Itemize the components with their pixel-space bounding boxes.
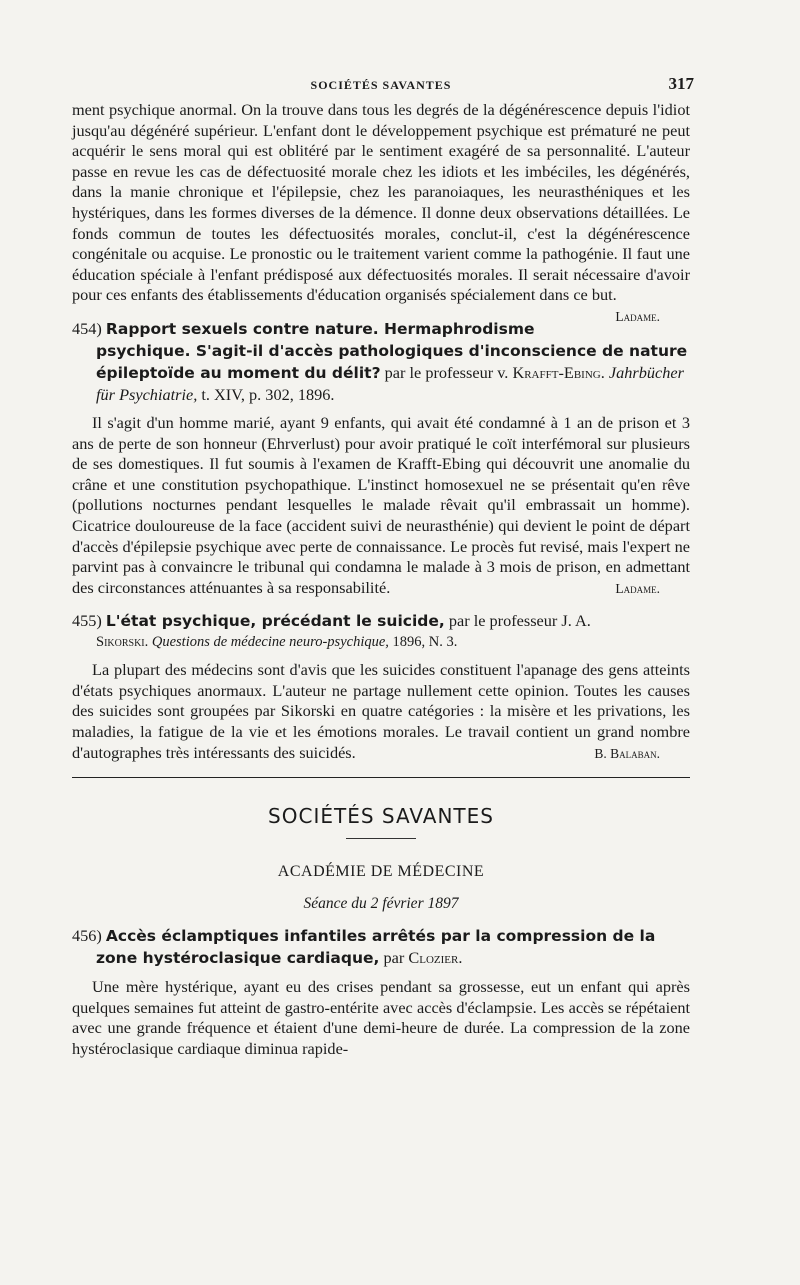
entry-455-text: La plupart des médecins sont d'avis que les suicides constituent l'apanage des gens atteints d'états psychiques anormaux. L'auteur ne partage nullement cette opinion. Toutes les causes des suicides sont groupées par Sikorski en quatre catégories : la misère et les privations, les maladies, la fatigue de la vie et les émotions morales. Le travail contient un grand nombre d'autographes très intéressants des suicidés. (72, 660, 690, 762)
entry-455-heading: L'état psychique, précédant le suicide, (105, 612, 445, 631)
section-title-underline (346, 838, 416, 839)
entry-455-biblio (72, 632, 690, 652)
entry-455-signature: B. Balaban. (594, 745, 660, 761)
academy-heading: ACADÉMIE DE MÉDECINE (277, 863, 485, 881)
entry-456-number: 456) (72, 926, 102, 946)
entry-455-by: par le professeur J. A. (448, 611, 591, 631)
entry-453-paragraph (72, 100, 690, 324)
entry-456-by: par (383, 948, 405, 968)
entry-455-journal: Questions de médecine neuro-psychique, (151, 634, 389, 651)
entry-455-ref: 1896, N. 3. (392, 634, 458, 651)
running-head (72, 70, 694, 100)
entry-454-number: 454) (72, 318, 102, 338)
page (72, 70, 694, 1060)
entry-455-number: 455) (72, 611, 102, 631)
page-number: 317 (668, 74, 694, 93)
entry-455-author: Sikorski. (96, 634, 149, 651)
entry-454-title (72, 318, 690, 405)
entry-454-ref: t. XIV, p. 302, 1896. (201, 384, 335, 404)
entry-456-title (72, 925, 690, 969)
entry-454-paragraph (72, 413, 690, 598)
entry-454-journal: Jahrbücher für Psychiatrie, (96, 362, 684, 404)
entry-454-author: Krafft-Ebing. (512, 362, 605, 382)
section-title: SOCIÉTÉS SAVANTES (268, 804, 494, 829)
entry-453-signature: Ladame. (615, 308, 660, 324)
entry-454-by: par le professeur v. (384, 362, 509, 382)
entry-455-title (72, 610, 690, 632)
entry-456-heading: Accès éclamptiques infantiles arrêtés par la compression de la zone hystéroclasique cardiaque, (96, 927, 656, 968)
seance-date: Séance du 2 février 1897 (303, 895, 459, 913)
entry-456-paragraph: Une mère hystérique, ayant eu des crises pendant sa grossesse, eut un enfant qui après quelques semaines fut atteint de gastro-entérite avec accès d'éclampsie. Les accès se répétaient avec une grande fréquence et étaient d'une demi-heure de durée. La compression de la zone hystéroclasique cardiaque diminua rapide- (72, 977, 690, 1059)
entry-454-text: Il s'agit d'un homme marié, ayant 9 enfants, qui avait été condamné à 1 an de prison et 3 ans de perte de son honneur (Ehrverlust) pour avoir pratiqué le coït interfémoral sur plusieurs de ses domestiques. Il fut soumis à l'examen de Krafft-Ebing qui découvrit une anomalie du crâne et une constitution psychopathique. L'instinct homosexuel ne se présentait qu'en rêve (pollutions nocturnes pendant lesquelles le malade rêvait qu'il embrassait un homme). Cicatrice douloureuse de la face (accident suivi de neurasthénie) qui devient le point de départ d'accès d'épilepsie psychique avec perte de connaissance. Le procès fut revisé, mais l'expert ne parvint pas à convaincre le tribunal qui condamna le malade à 3 mois de prison, en admettant des circonstances atténuantes à sa responsabilité. (72, 412, 690, 597)
entry-454-heading: Rapport sexuels contre nature. Hermaphrodisme psychique. S'agit-il d'accès pathologiques d'inconscience de nature épileptoïde au moment du délit? (96, 319, 688, 382)
entry-456-author: Clozier. (408, 948, 463, 968)
running-head-title: SOCIÉTÉS SAVANTES (310, 78, 452, 92)
entry-454-signature: Ladame. (615, 580, 660, 596)
entry-455-paragraph (72, 660, 690, 763)
entry-453-text: ment psychique anormal. On la trouve dans tous les degrés de la dégénérescence depuis l'idiot jusqu'au dégénéré supérieur. L'enfant dont le développement psychique est prématuré ne peut acquérir le sens moral qui est oblitéré par le sentiment exagéré de sa personnalité. L'auteur passe en revue les cas de défectuosité morale chez les idiots et les imbéciles, les dégénérés, dans la manie chronique et l'épilepsie, chez les paranoiaques, les neurasthéniques et les hystériques, dans les formes diverses de la démence. Il donne deux observations détaillées. Le fonds commun de toutes les défectuosités morales, conclut-il, c'est la dégénérescence congénitale ou acquise. Le pronostic ou le traitement varient comme la pathogénie. Il faut une éducation spéciale à l'enfant prédisposé aux défectuosités morales. Il serait nécessaire d'avoir pour ces enfants des établissements d'éducation organisés spécialement dans ce but. (72, 100, 690, 305)
section-divider (72, 777, 690, 778)
